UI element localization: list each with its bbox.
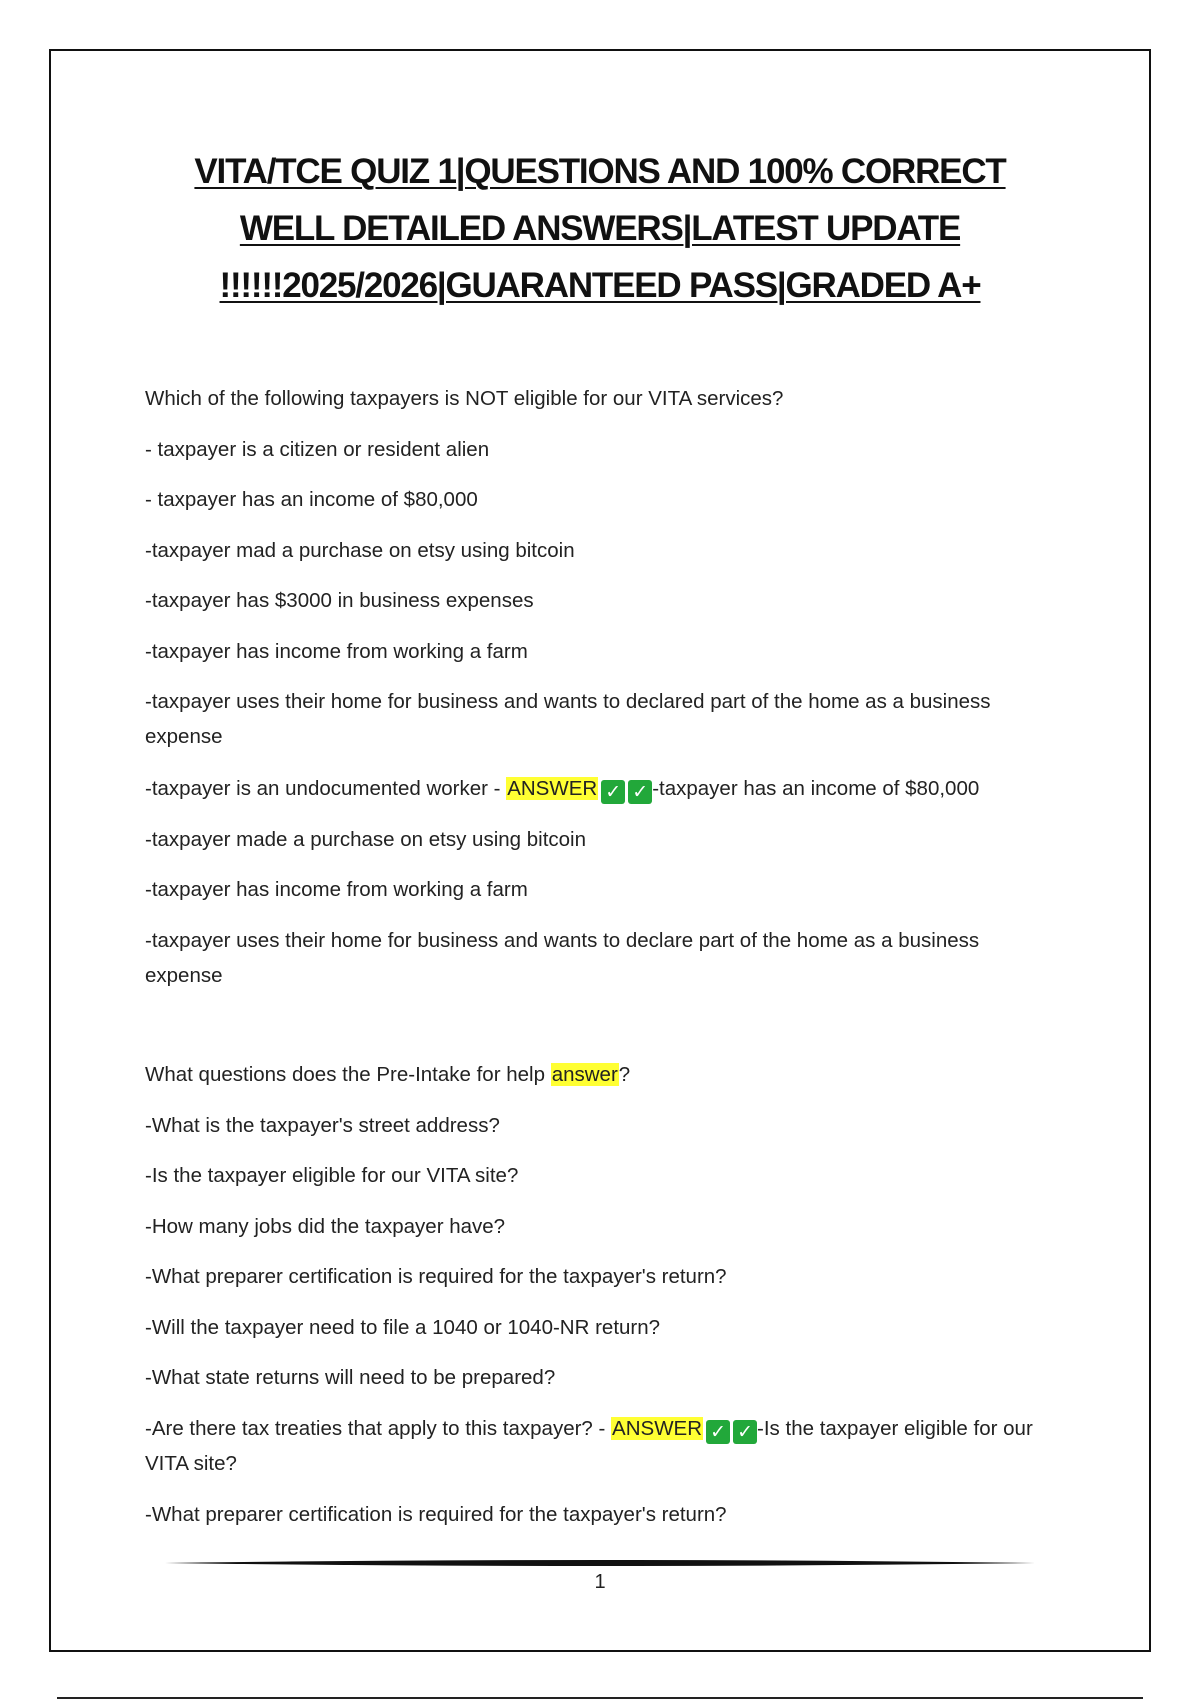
q2-answer-suffix: -Is the taxpayer eligible for our VITA site? [145,1417,1033,1475]
q2-question-end: ? [618,1063,631,1086]
q1-answer-item-1: -taxpayer made a purchase on etsy using bitcoin [145,828,587,851]
q1-option-5: -taxpayer has income from working a farm [145,640,528,663]
question-1: Which of the following taxpayers is NOT eligible for our VITA services? [145,387,784,410]
answer-word-highlight: answer [551,1063,618,1086]
q1-option-4: -taxpayer has $3000 in business expenses [145,589,534,612]
q2-question-text: What questions does the Pre-Intake for help [145,1063,551,1086]
q1-answer-line [145,771,1060,806]
q2-option-3: -How many jobs did the taxpayer have? [145,1215,506,1238]
answer-highlight: ANSWER [612,1417,703,1440]
q1-option-6: -taxpayer uses their home for business and wants to declared part of the home as a business expense [145,690,991,748]
check-mark-icon: ✓ [733,1420,757,1444]
q2-answer-prefix: -Are there tax treaties that apply to this taxpayer? - [145,1417,612,1440]
document-title [0,143,1200,314]
title-line-1: VITA/TCE QUIZ 1|QUESTIONS AND 100% CORRECT [194,152,1006,191]
q1-answer-item-2: -taxpayer has income from working a farm [145,878,528,901]
q2-answer-item-1: -What preparer certification is required for the taxpayer's return? [145,1503,727,1526]
q1-option-2: - taxpayer has an income of $80,000 [145,488,478,511]
q1-answer-item-3: -taxpayer uses their home for business and wants to declare part of the home as a business expense [145,929,980,987]
footer-divider [165,1559,1035,1567]
check-mark-icon: ✓ [601,780,625,804]
q2-option-2: -Is the taxpayer eligible for our VITA site? [145,1164,519,1187]
q2-option-4: -What preparer certification is required for the taxpayer's return? [145,1265,727,1288]
q1-option-1: - taxpayer is a citizen or resident alien [145,438,490,461]
q2-option-1: -What is the taxpayer's street address? [145,1114,500,1137]
title-line-3: !!!!!!2025/2026|GUARANTEED PASS|GRADED A+ [219,266,981,305]
q1-answer-prefix: -taxpayer is an undocumented worker - [145,777,507,800]
q2-answer-line [145,1411,1060,1481]
q2-option-5: -Will the taxpayer need to file a 1040 or 1040-NR return? [145,1316,661,1339]
q2-option-6: -What state returns will need to be prepared? [145,1366,556,1389]
q1-option-3: -taxpayer mad a purchase on etsy using bitcoin [145,539,575,562]
answer-highlight: ANSWER [507,777,598,800]
page-number: 1 [594,1571,606,1593]
next-page-edge [57,1697,1143,1699]
check-mark-icon: ✓ [706,1420,730,1444]
title-line-2: WELL DETAILED ANSWERS|LATEST UPDATE [239,209,961,248]
q1-answer-suffix: -taxpayer has an income of $80,000 [652,777,980,800]
question-2 [145,1057,1060,1092]
check-mark-icon: ✓ [628,780,652,804]
